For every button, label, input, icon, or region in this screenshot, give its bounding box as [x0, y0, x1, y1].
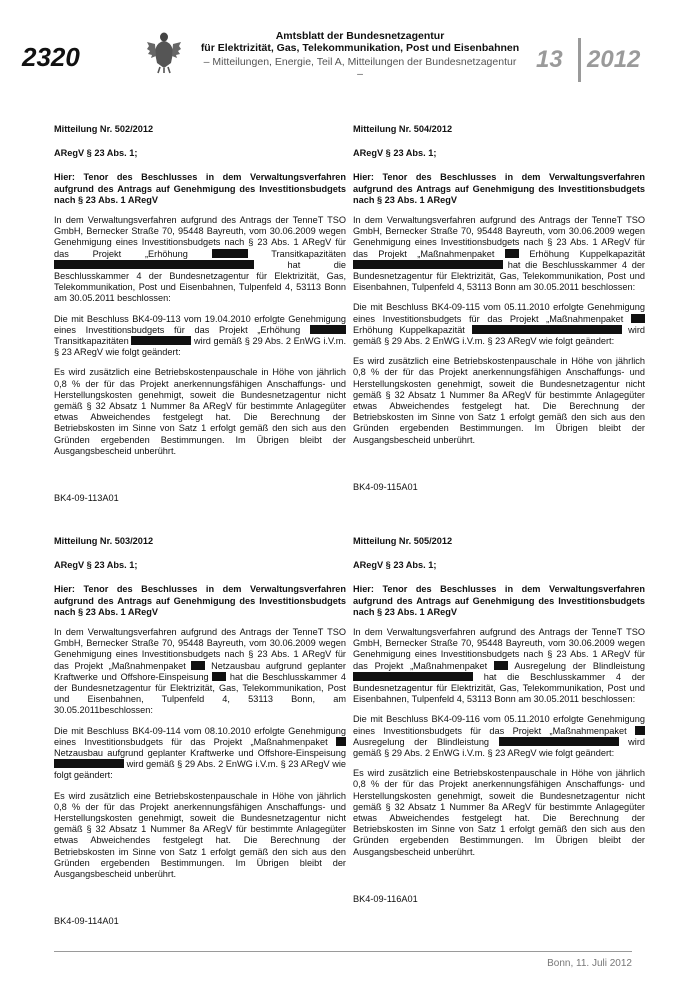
text: Erhöhung Kuppelkapazität	[353, 324, 465, 335]
footer-divider	[54, 951, 632, 952]
text: hat die Beschlusskammer 4 der Bundesnetzagentur für Elektrizität, Gas, Telekommunikation, Post und Eisenbahnen, Tulpenfeld 4, 53113 Bonn, am 30.05.2011beschlossen:	[54, 671, 346, 716]
notice-law: ARegV § 23 Abs. 1;	[353, 560, 437, 571]
text: wird gemäß § 29 Abs. 2 EnWG i.V.m. § 23 ARegV wie folgt geändert:	[353, 324, 645, 347]
text: wird gemäß § 29 Abs. 2 EnWG i.V.m. § 23 ARegV wie folgt geändert:	[54, 759, 346, 781]
notice-502	[54, 124, 346, 513]
redaction-block	[212, 672, 226, 681]
text: In dem Verwaltungsverfahren aufgrund des Antrags der TenneT TSO GmbH, Bernecker Straße 70, 95448 Bayreuth, vom 30.06.2009 wegen Genehmigung eines Investitionsbudgets nach § 23 Abs. 1 ARegV für das Projekt „Maßnahmenpaket	[353, 627, 645, 671]
text: In dem Verwaltungsverfahren aufgrund des Antrags der TenneT TSO GmbH, Bernecker Straße 70, 95448 Bayreuth, vom 30.06.2009 wegen Genehmigung eines Investitionsbudgets nach § 23 Abs. 1 ARegV für das Projekt „Erhöhung	[54, 215, 346, 259]
text: hat die Beschlusskammer 4 der Bundesnetzagentur für Elektrizität, Gas, Telekommunikation, Post und Eisenbahnen, Tulpenfeld 4, 53113 Bonn am 30.05.2011 beschlossen:	[353, 259, 645, 293]
notice-paragraph-2	[54, 314, 346, 359]
bulletin-title-line1: Amtsblatt der Bundesnetzagentur	[275, 30, 445, 42]
notice-heading: Hier: Tenor des Beschlusses in dem Verwaltungsverfahren aufgrund des Antrags auf Genehmigung des Investitionsbudgets nach § 23 Abs. 1 ARegV	[54, 584, 346, 617]
redaction-block	[635, 726, 645, 735]
notice-paragraph-3: Es wird zusätzlich eine Betriebskostenpauschale in Höhe von jährlich 0,8 % der für das Projekt anerkennungsfähigen Anschaffungs- und Herstellungskosten genehmigt, soweit die Bundesnetzagentur nicht gemäß § 32 Absatz 1 Nummer 8a ARegV für bestimmte Anlagegüter etwas Abweichendes festgelegt hat. Die Berechnung der Betriebskosten im Sinne von Satz 1 erfolgt gemäß den sich aus den Gründen ergebenden Bestimmungen. Im Übrigen bleibt der Ausgangsbescheid unberührt.	[353, 768, 645, 857]
redaction-block	[505, 249, 519, 258]
redaction-block	[353, 260, 503, 269]
issue-divider	[578, 38, 581, 82]
notice-paragraph-3: Es wird zusätzlich eine Betriebskostenpauschale in Höhe von jährlich 0,8 % der für das Projekt anerkennungsfähigen Anschaffungs- und Herstellungskosten genehmigt, soweit die Bundesnetzagentur nicht gemäß § 32 Absatz 1 Nummer 8a ARegV für bestimmte Anlagegüter etwas Abweichendes festgelegt hat. Die Berechnung der Betriebskosten im Sinne von Satz 1 erfolgt gemäß den sich aus den Gründen ergebenden Bestimmungen. Im Übrigen bleibt der Ausgangsbescheid unberührt.	[54, 790, 346, 880]
notice-paragraph-1	[54, 215, 346, 305]
text: Die mit Beschluss BK4-09-116 vom 05.11.2010 erfolgte Genehmigung eines Investitionsbudgets für das Projekt „Maßnahmenpaket	[353, 714, 645, 736]
notice-503	[54, 536, 346, 936]
redaction-block	[212, 249, 248, 258]
redaction-block	[499, 737, 619, 746]
notice-504	[353, 124, 645, 502]
redaction-block	[54, 759, 124, 768]
text: Transitkapazitäten	[54, 336, 129, 347]
issue-year: 2012	[587, 46, 641, 73]
page-number: 2320	[22, 42, 80, 72]
redaction-block	[631, 314, 645, 323]
notice-law: ARegV § 23 Abs. 1;	[54, 148, 138, 159]
redaction-block	[353, 672, 473, 681]
notice-paragraph-2	[353, 714, 645, 759]
text: wird gemäß § 29 Abs. 2 EnWG i.V.m. § 23 ARegV wie folgt geändert:	[353, 736, 645, 759]
notice-heading: Hier: Tenor des Beschlusses in dem Verwaltungsverfahren aufgrund des Antrags auf Genehmigung des Investitionsbudgets nach § 23 Abs. 1 ARegV	[353, 584, 645, 617]
notice-heading: Hier: Tenor des Beschlusses in dem Verwaltungsverfahren aufgrund des Antrags auf Genehmigung des Investitionsbudgets nach § 23 Abs. 1 ARegV	[353, 172, 645, 205]
text: Netzausbau aufgrund geplanter Kraftwerke und Offshore-Einspeisung	[54, 660, 346, 682]
notice-title: Mitteilung Nr. 502/2012	[54, 124, 154, 134]
notice-reference: BK4-09-116A01	[353, 893, 418, 904]
issue-number: 13	[536, 46, 563, 73]
notice-paragraph-1	[353, 627, 645, 705]
bulletin-subtitle: – Mitteilungen, Energie, Teil A, Mitteilungen der Bundesnetzagentur –	[203, 56, 517, 80]
text: In dem Verwaltungsverfahren aufgrund des Antrags der TenneT TSO GmbH, Bernecker Straße 70, 95448 Bayreuth, vom 30.06.2009 wegen Genehmigung eines Investitionsbudgets nach § 23 Abs. 1 ARegV für das Projekt „Maßnahmenpaket	[353, 215, 645, 259]
notice-505	[353, 536, 645, 914]
text: Ausregelung der Blindleistung	[353, 736, 490, 747]
notice-reference: BK4-09-113A01	[54, 493, 119, 504]
notice-law: ARegV § 23 Abs. 1;	[54, 560, 138, 571]
text: Erhöhung Kuppelkapazität	[529, 248, 646, 259]
text: Transitkapazitäten	[271, 248, 346, 259]
text: Die mit Beschluss BK4-09-114 vom 08.10.2010 erfolgte Genehmigung eines Investitionsbudgets für das Projekt „Maßnahmenpaket	[54, 725, 346, 747]
notice-paragraph-1	[353, 215, 645, 293]
notice-heading: Hier: Tenor des Beschlusses in dem Verwaltungsverfahren aufgrund des Antrags auf Genehmigung des Investitionsbudgets nach § 23 Abs. 1 ARegV	[54, 172, 346, 205]
notice-title: Mitteilung Nr. 505/2012	[353, 536, 453, 546]
notice-reference: BK4-09-115A01	[353, 481, 418, 492]
notice-paragraph-1	[54, 627, 346, 717]
redaction-block	[54, 260, 254, 269]
notice-paragraph-2	[54, 726, 346, 782]
notice-title: Mitteilung Nr. 503/2012	[54, 536, 154, 546]
notice-paragraph-3: Es wird zusätzlich eine Betriebskostenpauschale in Höhe von jährlich 0,8 % der für das Projekt anerkennungsfähigen Anschaffungs- und Herstellungskosten genehmigt, soweit die Bundesnetzagentur nicht gemäß § 32 Absatz 1 Nummer 8a ARegV für bestimmte Anlagegüter etwas Abweichendes festgelegt hat. Die Berechnung der Betriebskosten im Sinne von Satz 1 erfolgt gemäß den sich aus den Gründen ergebenden Bestimmungen. Im Übrigen bleibt der Ausgangsbescheid unberührt.	[54, 367, 346, 456]
text: Ausregelung der Blindleistung	[514, 660, 645, 671]
redaction-block	[310, 325, 346, 334]
text: wird gemäß § 29 Abs. 2 EnWG i.V.m. § 23 ARegV wie folgt geändert:	[54, 336, 346, 358]
redaction-block	[131, 336, 191, 345]
text: hat die Beschlusskammer 4 der Bundesnetzagentur für Elektrizität, Gas, Telekommunikation, Post und Eisenbahnen, Tulpenfeld 4, 53113 Bonn am 30.05.2011 beschlossen:	[54, 259, 346, 304]
notice-law: ARegV § 23 Abs. 1;	[353, 148, 437, 159]
redaction-block	[336, 737, 346, 746]
text: In dem Verwaltungsverfahren aufgrund des Antrags der TenneT TSO GmbH, Bernecker Straße 70, 95448 Bayreuth, vom 30.06.2009 wegen Genehmigung eines Investitionsbudgets nach § 23 Abs. 1 ARegV für das Projekt „Maßnahmenpaket	[54, 627, 346, 671]
bulletin-title	[200, 30, 520, 54]
federal-eagle-icon	[146, 30, 182, 74]
text: hat die Beschlusskammer 4 der Bundesnetzagentur für Elektrizität, Gas, Telekommunikation, Post und Eisenbahnen, Tulpenfeld 4, 53113 Bonn am 30.05.2011 beschlossen:	[353, 671, 645, 705]
redaction-block	[472, 325, 622, 334]
notice-paragraph-2	[353, 302, 645, 347]
bulletin-title-line2: für Elektrizität, Gas, Telekommunikation, Post und Eisenbahnen	[200, 42, 520, 54]
footer-date: Bonn, 11. Juli 2012	[547, 958, 632, 969]
notice-reference: BK4-09-114A01	[54, 916, 119, 927]
text: Die mit Beschluss BK4-09-113 vom 19.04.2010 erfolgte Genehmigung eines Investitionsbudgets für das Projekt „Erhöhung	[54, 313, 346, 335]
redaction-block	[191, 661, 205, 670]
notice-title: Mitteilung Nr. 504/2012	[353, 124, 453, 134]
text: Netzausbau aufgrund geplanter Kraftwerke und Offshore-Einspeisung	[54, 748, 346, 759]
redaction-block	[494, 661, 508, 670]
notice-paragraph-3: Es wird zusätzlich eine Betriebskostenpauschale in Höhe von jährlich 0,8 % der für das Projekt anerkennungsfähigen Anschaffungs- und Herstellungskosten genehmigt, soweit die Bundesnetzagentur nicht gemäß § 32 Absatz 1 Nummer 8a ARegV für bestimmte Anlagegüter etwas Abweichendes festgelegt hat. Die Berechnung der Betriebskosten im Sinne von Satz 1 erfolgt gemäß den sich aus den Gründen ergebenden Bestimmungen. Im Übrigen bleibt der Ausgangsbescheid unberührt.	[353, 356, 645, 445]
text: Die mit Beschluss BK4-09-115 vom 05.11.2010 erfolgte Genehmigung eines Investitionsbudgets für das Projekt „Maßnahmenpaket	[353, 302, 645, 324]
